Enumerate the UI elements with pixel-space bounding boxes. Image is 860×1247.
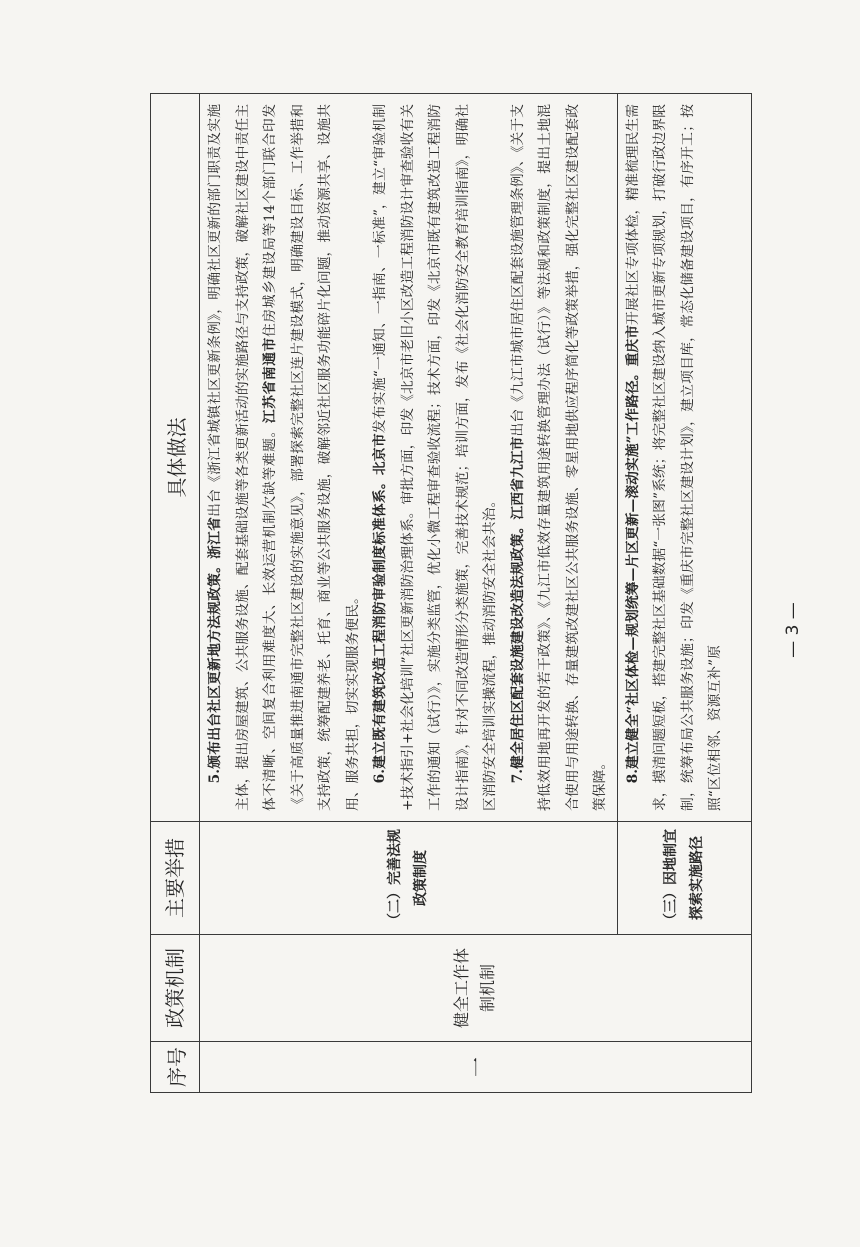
practice-item — [202, 104, 367, 811]
practice-title: 8.建立健全“社区体检—规划统筹—片区更新—滚动实施”工作路径。 — [624, 366, 641, 784]
table-header-row — [151, 94, 200, 1093]
policy-table — [150, 93, 752, 1093]
header-mechanism: 政策机制 — [151, 935, 200, 1042]
practice-cell — [617, 94, 751, 822]
header-practices: 具体做法 — [151, 94, 200, 822]
measure-cell: （三）因地制宜探索实施路径 — [617, 822, 751, 935]
measure-cell: （二）完善法规政策制度 — [200, 822, 618, 935]
place-name: 江西省九江市 — [509, 436, 526, 520]
place-name: 江苏省南通市 — [262, 337, 278, 424]
practice-cell — [200, 94, 618, 822]
place-name: 浙江省 — [207, 516, 223, 559]
row-mechanism: 健全工作体制机制 — [200, 935, 752, 1042]
practice-text: 出台《九江市城市居住区配套设施管理条例》、《关于支持低效用地再开发的若干政策》、《九江市低效存量建筑用途转换管理办法（试行）》等法规和政策制度，提出土地混合使用与用途转换、存量建筑改建社区公共服务设施、零星用地供应程序简化等政策举措，强化完整社区建设配套政策保障。 — [509, 104, 608, 811]
rotated-document-table — [150, 93, 723, 1093]
practice-item — [367, 104, 505, 811]
practice-title: 5.颁布出台社区更新地方法规政策。 — [207, 558, 223, 784]
row-number: 一 — [200, 1042, 752, 1093]
header-no: 序号 — [151, 1042, 200, 1093]
practice-item — [620, 104, 730, 811]
header-measures: 主要举措 — [151, 822, 200, 935]
practice-text: 出台《浙江省城镇社区更新条例》，明确社区更新的部门职责及实施主体，提出房屋建筑、公共服务设施、配套基础设施等各类更新活动的实施路径与支持政策，破解社区建设中责任主体不清晰、空间复合利用难度大、长效运营机制欠缺等难题。 — [207, 103, 278, 811]
place-name: 重庆市 — [624, 324, 641, 367]
practice-text: 开展社区专项体检，精准梳理民生需求，摸清问题短板，搭建完整社区基础数据“一张图”系统；将完整社区建设纳入城市更新专项规划，打破行政边界限制，统筹布局公共服务设施；印发《重庆市完整社区建设计划》，建立项目库，常态化储备建设项目，有序开工；按照“区位相邻、资源互补”原 — [624, 103, 723, 811]
practice-item — [505, 104, 615, 811]
page-number-text: — 3 — — [783, 602, 803, 658]
page-number — [783, 600, 803, 660]
practice-title: 6.建立既有建筑改造工程消防审验制度标准体系。 — [372, 475, 388, 784]
practice-title: 7.健全居住区配套设施建设改造法规政策。 — [509, 519, 526, 784]
table-row — [200, 94, 618, 1093]
practice-text: 住房城乡建设局等14个部门联合印发《关于高质量推进南通市完整社区建设的实施意见》，部署探索完整社区连片建设模式，明确建设目标、工作举措和支持政策，统筹配建养老、托育、商业等公共服务设施，破解邻近社区服务功能碎片化问题，推动资源共享、设施共用、服务共担，切实实现服务便民。 — [262, 103, 361, 811]
place-name: 北京市 — [372, 433, 388, 476]
practice-text: 发布实施“一通知、一指南、一标准”，建立“审验机制+技术指引+社会化培训”社区更新消防治理体系。审批方面，印发《北京市老旧小区改造工程消防设计审查验收有关工作的通知（试行）》，实施分类监管，优化小微工程审查验收流程；技术方面，印发《北京市既有建筑改造工程消防设计指南》，针对不同改造情形分类施策，完善技术规范；培训方面，发布《社会化消防安全教育培训指南》，明确社区消防安全培训实操流程，推动消防安全社会共治。 — [372, 104, 498, 811]
